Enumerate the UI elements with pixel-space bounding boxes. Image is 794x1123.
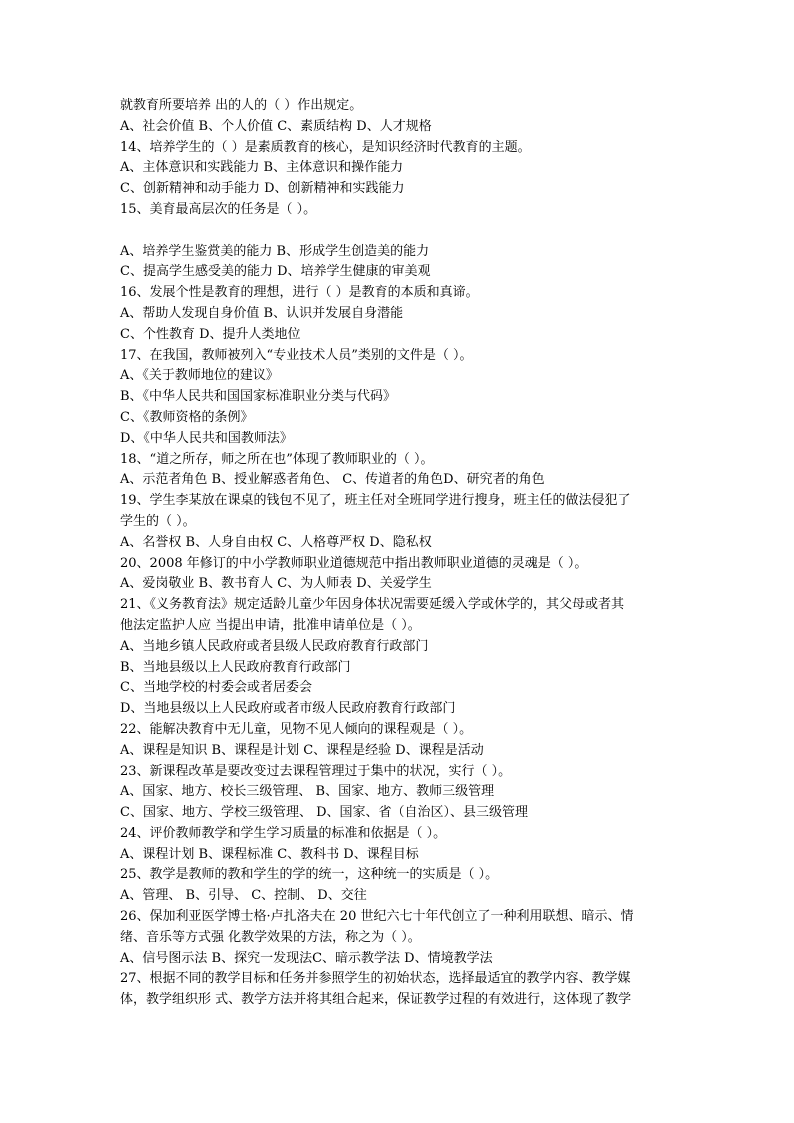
text-line: 27、根据不同的教学目标和任务并参照学生的初始状态，选择最适宜的教学内容、教学媒 xyxy=(120,971,631,987)
text-line: A、课程计划 B、课程标准 C、教科书 D、课程目标 xyxy=(120,846,419,862)
text-line: D、《中华人民共和国教师法》 xyxy=(120,430,293,446)
text-line: C、《教师资格的条例》 xyxy=(120,409,254,425)
text-line: 绪、音乐等方式强 化教学效果的方法，称之为（ ）。 xyxy=(120,929,421,945)
text-line: A、帮助人发现自身价值 B、认识并发展自身潜能 xyxy=(120,305,404,321)
text-line: 18、“道之所存，师之所在也”体现了教师职业的（ ）。 xyxy=(120,451,434,467)
text-line: A、示范者角色 B、授业解惑者角色、 C、传道者的角色D、研究者的角色 xyxy=(120,472,545,488)
text-line: A、培养学生鉴赏美的能力 B、形成学生创造美的能力 xyxy=(120,243,430,259)
text-line: C、创新精神和动手能力 D、创新精神和实践能力 xyxy=(120,181,405,197)
text-line: A、课程是知识 B、课程是计划 C、课程是经验 D、课程是活动 xyxy=(120,742,484,758)
text-line: 26、保加利亚医学博士格·卢扎洛夫在 20 世纪六七十年代创立了一种利用联想、暗示、情 xyxy=(120,909,634,925)
text-line: A、社会价值 B、个人价值 C、素质结构 D、人才规格 xyxy=(120,118,432,134)
text-line: B、当地县级以上人民政府教育行政部门 xyxy=(120,659,351,675)
text-line: C、当地学校的村委会或者居委会 xyxy=(120,680,312,696)
text-line: 20、2008 年修订的中小学教师职业道德规范中指出教师职业道德的灵魂是（ ）。 xyxy=(120,555,588,571)
text-line: D、当地县级以上人民政府或者市级人民政府教育行政部门 xyxy=(120,701,456,717)
text-line: A、主体意识和实践能力 B、主体意识和操作能力 xyxy=(120,160,404,176)
text-line: A、信号图示法 B、探究一发现法C、暗示教学法 D、情境教学法 xyxy=(120,950,493,966)
text-line: 25、教学是教师的教和学生的学的统一，这种统一的实质是（ ）。 xyxy=(120,867,499,883)
text-line: 就教育所要培养 出的人的（ ）作出规定。 xyxy=(120,98,363,113)
text-line: C、个性教育 D、提升人类地位 xyxy=(120,326,301,342)
text-line: 14、培养学生的（ ）是素质教育的核心，是知识经济时代教育的主题。 xyxy=(120,139,531,155)
blank-line xyxy=(120,221,685,242)
text-line: A、管理、 B、引导、 C、控制、 D、交往 xyxy=(120,888,367,904)
text-line: 24、评价教师教学和学生学习质量的标准和依据是（ ）。 xyxy=(120,825,447,841)
text-line: 23、新课程改革是要改变过去课程管理过于集中的状况，实行（ ）。 xyxy=(120,763,512,779)
text-line: 19、学生李某放在课桌的钱包不见了，班主任对全班同学进行搜身，班主任的做法侵犯了 xyxy=(120,493,631,509)
text-line: B、《中华人民共和国国家标准职业分类与代码》 xyxy=(120,389,397,405)
text-line: 学生的（ ）。 xyxy=(120,513,196,529)
text-line: A、爱岗敬业 B、教书育人 C、为人师表 D、关爱学生 xyxy=(120,576,432,592)
text-line: 体，教学组织形 式、教学方法并将其组合起来，保证教学过程的有效进行，这体现了教学 xyxy=(120,992,632,1008)
text-line: A、当地乡镇人民政府或者县级人民政府教育行政部门 xyxy=(120,638,429,654)
document-page xyxy=(120,96,685,1011)
text-line: C、国家、地方、学校三级管理、 D、国家、省（自治区）、县三级管理 xyxy=(120,805,529,821)
text-line: 22、能解决教育中无儿童，见物不见人倾向的课程观是（ ）。 xyxy=(120,721,473,737)
text-line: 15、美育最高层次的任务是（ ）。 xyxy=(120,201,317,217)
text-line: 16、发展个性是教育的理想，进行（ ）是教育的本质和真谛。 xyxy=(120,285,479,301)
text-line: A、名誉权 B、人身自由权 C、人格尊严权 D、隐私权 xyxy=(120,534,432,550)
text-line: A、国家、地方、校长三级管理、 B、国家、地方、教师三级管理 xyxy=(120,784,495,800)
text-line: 21、《义务教育法》规定适龄儿童少年因身体状况需要延缓入学或休学的，其父母或者其 xyxy=(120,597,625,613)
text-line: 他法定监护人应 当提出申请，批准申请单位是（ ）。 xyxy=(120,617,421,633)
text-line: A、《关于教师地位的建议》 xyxy=(120,368,279,384)
text-line: 17、在我国，教师被列入“专业技术人员”类别的文件是（ ）。 xyxy=(120,347,473,363)
text-line: C、提高学生感受美的能力 D、培养学生健康的审美观 xyxy=(120,264,431,280)
